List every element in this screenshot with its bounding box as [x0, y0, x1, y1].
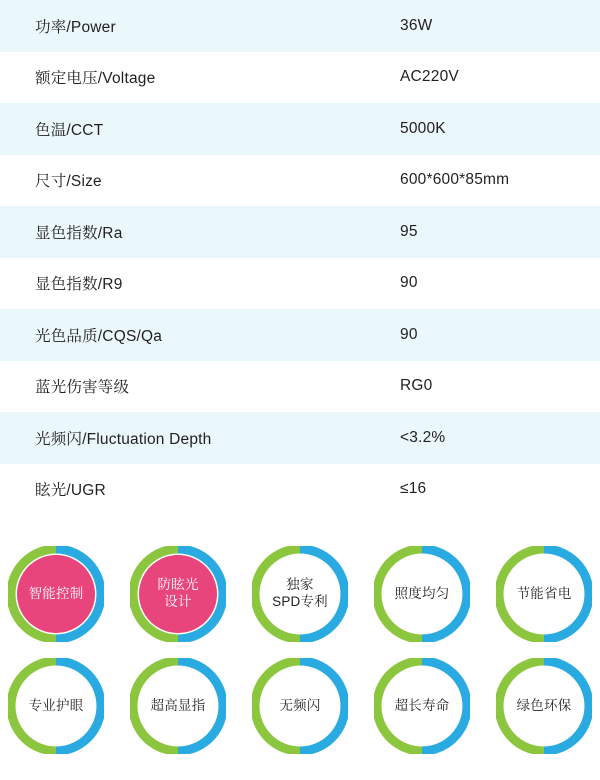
spec-value: <3.2%	[337, 412, 600, 464]
feature-label: 超长寿命	[383, 667, 461, 745]
feature-label: 智能控制	[17, 555, 95, 633]
feature-label: 专业护眼	[17, 667, 95, 745]
table-row	[0, 309, 600, 361]
feature-label-line2: SPD专利	[272, 594, 328, 609]
spec-label: 光频闪/Fluctuation Depth	[0, 412, 337, 464]
spec-label: 蓝光伤害等级	[0, 361, 337, 413]
table-row	[0, 52, 600, 104]
feature-badge-eco-friendly	[496, 658, 592, 754]
feature-badge-spd-patent	[252, 546, 348, 642]
spec-value: 95	[337, 206, 600, 258]
table-row	[0, 412, 600, 464]
table-row	[0, 0, 600, 52]
feature-badge-eye-protection	[8, 658, 104, 754]
feature-row-2	[0, 658, 600, 754]
spec-label: 额定电压/Voltage	[0, 52, 337, 104]
spec-label: 显色指数/R9	[0, 258, 337, 310]
spec-value: 90	[337, 309, 600, 361]
spec-label: 显色指数/Ra	[0, 206, 337, 258]
feature-label-line1: 防眩光	[157, 577, 199, 593]
spec-value: 90	[337, 258, 600, 310]
table-row	[0, 258, 600, 310]
feature-badge-no-flicker	[252, 658, 348, 754]
feature-badge-smart-control	[8, 546, 104, 642]
spec-label: 光色品质/CQS/Qa	[0, 309, 337, 361]
feature-label: 照度均匀	[383, 555, 461, 633]
spec-label: 尺寸/Size	[0, 155, 337, 207]
spec-value: 36W	[337, 0, 600, 52]
spec-value: 5000K	[337, 103, 600, 155]
spec-value: ≤16	[337, 464, 600, 516]
feature-badge-long-lifespan	[374, 658, 470, 754]
feature-label: 节能省电	[505, 555, 583, 633]
feature-badge-uniform-illumination	[374, 546, 470, 642]
feature-label: 无频闪	[261, 667, 339, 745]
feature-label-group	[261, 555, 339, 633]
table-row	[0, 155, 600, 207]
feature-row-1	[0, 546, 600, 642]
feature-badge-high-cri	[130, 658, 226, 754]
feature-badge-anti-glare	[130, 546, 226, 642]
table-row	[0, 206, 600, 258]
feature-label-line2: 设计	[164, 594, 192, 609]
feature-badges	[0, 536, 600, 780]
table-row	[0, 464, 600, 516]
spec-label: 色温/CCT	[0, 103, 337, 155]
spec-label: 功率/Power	[0, 0, 337, 52]
table-row	[0, 103, 600, 155]
feature-label: 绿色环保	[505, 667, 583, 745]
feature-label-line1: 独家	[286, 577, 314, 593]
spec-value: RG0	[337, 361, 600, 413]
feature-label-group	[139, 555, 217, 633]
feature-badge-energy-saving	[496, 546, 592, 642]
feature-label	[157, 577, 198, 611]
feature-label	[272, 577, 328, 611]
table-row	[0, 361, 600, 413]
feature-label: 超高显指	[139, 667, 217, 745]
spec-value: AC220V	[337, 52, 600, 104]
spec-value: 600*600*85mm	[337, 155, 600, 207]
spec-label: 眩光/UGR	[0, 464, 337, 516]
